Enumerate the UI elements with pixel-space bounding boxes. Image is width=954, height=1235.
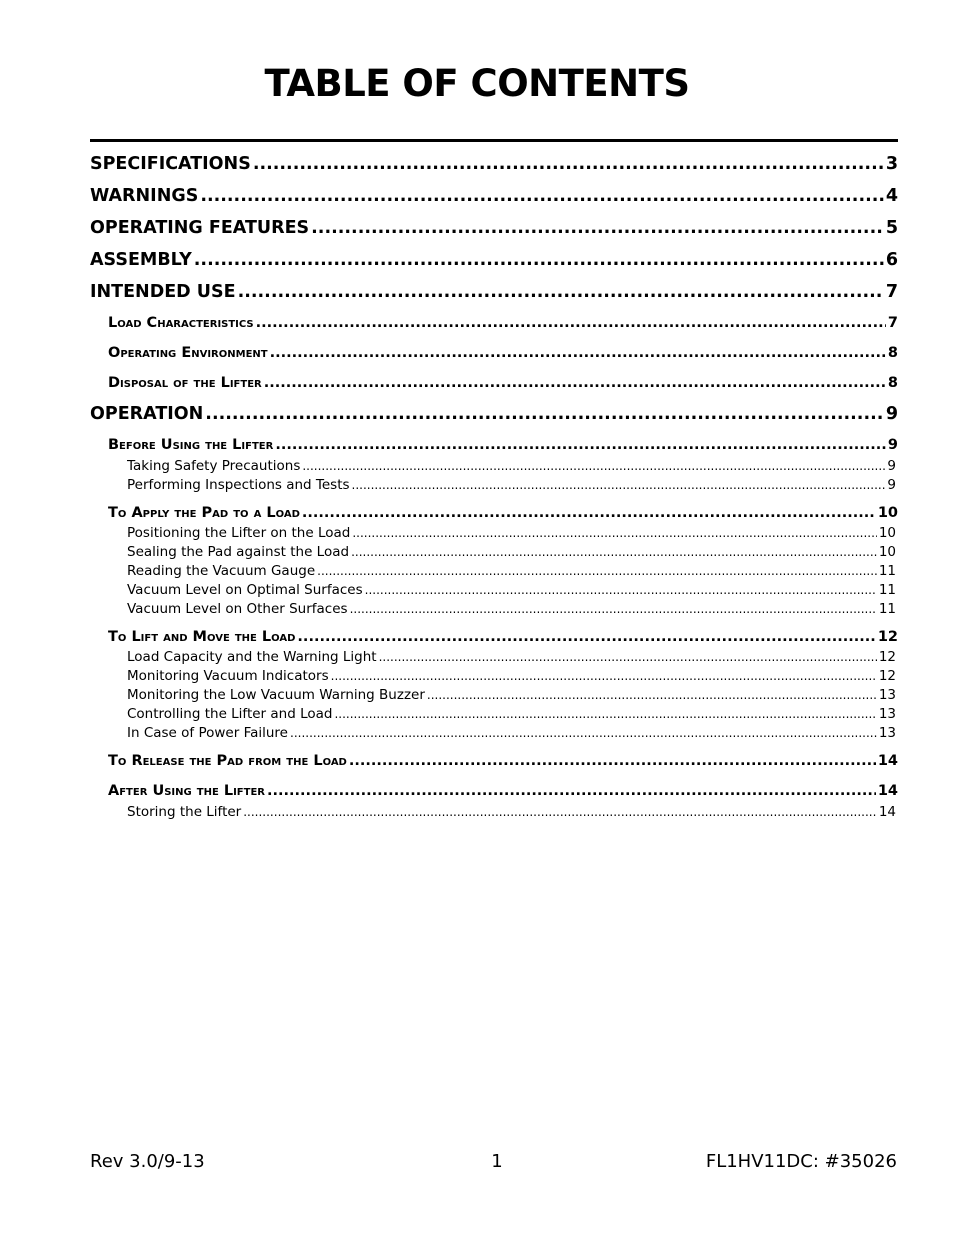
dot-leader — [334, 706, 876, 722]
toc-entry-label: Operating Environment — [108, 345, 268, 361]
footer-document-id: FL1HV11DC: #35026 — [705, 1151, 897, 1172]
toc-entry-page: 12 — [878, 668, 896, 684]
toc-entry[interactable] — [90, 218, 898, 238]
toc-item[interactable] — [127, 668, 896, 684]
dot-leader — [379, 649, 877, 665]
toc-entry-label: Monitoring Vacuum Indicators — [127, 668, 329, 684]
toc-entry-page: 14 — [877, 753, 898, 769]
toc-entry-label: To Release the Pad from the Load — [108, 753, 347, 769]
toc-entry-label: Before Using the Lifter — [108, 437, 274, 453]
toc-entry-page: 3 — [885, 154, 898, 174]
dot-leader — [427, 687, 877, 703]
dot-leader — [351, 544, 877, 560]
dot-leader — [205, 404, 884, 424]
toc-entry-page: 4 — [885, 186, 898, 206]
toc-entry-label: Performing Inspections and Tests — [127, 477, 350, 493]
toc-entry-label: WARNINGS — [90, 186, 199, 206]
toc-entry-page: 13 — [878, 687, 896, 703]
toc-item[interactable] — [127, 725, 896, 741]
toc-entry-label: Disposal of the Lifter — [108, 375, 262, 391]
toc-subentry[interactable] — [108, 629, 898, 645]
toc-entry-page: 8 — [887, 345, 898, 361]
dot-leader — [365, 582, 877, 598]
toc-entry-label: Reading the Vacuum Gauge — [127, 563, 316, 579]
toc-entry[interactable] — [90, 186, 898, 206]
toc-item[interactable] — [127, 477, 896, 493]
toc-entry-page: 12 — [877, 629, 898, 645]
dot-leader — [297, 629, 875, 645]
toc-entry-label: Monitoring the Low Vacuum Warning Buzzer — [127, 687, 425, 703]
dot-leader — [349, 753, 876, 769]
dot-leader — [256, 315, 886, 331]
toc-entry-label: Storing the Lifter — [127, 804, 242, 820]
toc-item[interactable] — [127, 706, 896, 722]
dot-leader — [194, 250, 884, 270]
toc-entry[interactable] — [90, 250, 898, 270]
toc-subentry[interactable] — [108, 437, 898, 453]
dot-leader — [267, 783, 876, 799]
toc-entry-label: Positioning the Lifter on the Load — [127, 525, 351, 541]
toc-entry-page: 6 — [885, 250, 898, 270]
toc-entry-label: Load Characteristics — [108, 315, 254, 331]
dot-leader — [290, 725, 877, 741]
toc-entry-label: OPERATION — [90, 404, 204, 424]
toc-item[interactable] — [127, 582, 896, 598]
title-divider — [90, 139, 898, 142]
toc-item[interactable] — [127, 687, 896, 703]
dot-leader — [352, 525, 876, 541]
toc-entry[interactable] — [90, 282, 898, 302]
toc-item[interactable] — [127, 804, 896, 820]
toc-entry-label: Vacuum Level on Optimal Surfaces — [127, 582, 363, 598]
toc-entry-page: 14 — [877, 783, 898, 799]
toc-entry-label: Sealing the Pad against the Load — [127, 544, 350, 560]
toc-item[interactable] — [127, 544, 896, 560]
toc-entry-page: 5 — [885, 218, 898, 238]
toc-entry-label: To Apply the Pad to a Load — [108, 505, 300, 521]
toc-entry[interactable] — [90, 404, 898, 424]
toc-item[interactable] — [127, 601, 896, 617]
toc-entry-page: 10 — [878, 525, 896, 541]
toc-entry-page: 11 — [878, 563, 896, 579]
toc-subentry[interactable] — [108, 315, 898, 331]
dot-leader — [243, 804, 877, 820]
toc-entry-page: 11 — [878, 601, 896, 617]
toc-entry-label: SPECIFICATIONS — [90, 154, 251, 174]
toc-entry-page: 10 — [877, 505, 898, 521]
toc-entry-label: Taking Safety Precautions — [127, 458, 301, 474]
toc-entry-page: 14 — [878, 804, 896, 820]
footer-page-number: 1 — [491, 1151, 503, 1172]
toc-entry-label: OPERATING FEATURES — [90, 218, 310, 238]
dot-leader — [253, 154, 884, 174]
toc-subentry[interactable] — [108, 345, 898, 361]
toc-entry-page: 13 — [878, 725, 896, 741]
toc-item[interactable] — [127, 458, 896, 474]
toc-entry-label: After Using the Lifter — [108, 783, 265, 799]
toc-item[interactable] — [127, 525, 896, 541]
toc-entry-page: 9 — [887, 458, 896, 474]
toc-subentry[interactable] — [108, 783, 898, 799]
toc-entry-page: 11 — [878, 582, 896, 598]
dot-leader — [302, 458, 885, 474]
dot-leader — [200, 186, 884, 206]
dot-leader — [238, 282, 884, 302]
toc-entry-page: 9 — [887, 477, 896, 493]
dot-leader — [311, 218, 884, 238]
dot-leader — [264, 375, 886, 391]
toc-subentry[interactable] — [108, 375, 898, 391]
page-title: TABLE OF CONTENTS — [264, 62, 690, 105]
dot-leader — [302, 505, 876, 521]
toc-entry[interactable] — [90, 154, 898, 174]
toc-entry-page: 13 — [878, 706, 896, 722]
toc-subentry[interactable] — [108, 753, 898, 769]
toc-entry-label: Vacuum Level on Other Surfaces — [127, 601, 348, 617]
footer-revision: Rev 3.0/9-13 — [90, 1151, 205, 1172]
toc-entry-page: 8 — [887, 375, 898, 391]
toc-entry-label: Load Capacity and the Warning Light — [127, 649, 377, 665]
dot-leader — [317, 563, 877, 579]
toc-subentry[interactable] — [108, 505, 898, 521]
toc-entry-page: 7 — [885, 282, 898, 302]
toc-entry-label: In Case of Power Failure — [127, 725, 288, 741]
toc-entry-page: 9 — [885, 404, 898, 424]
toc-item[interactable] — [127, 649, 896, 665]
dot-leader — [331, 668, 877, 684]
dot-leader — [352, 477, 886, 493]
toc-entry-page: 7 — [887, 315, 898, 331]
toc-entry-page: 9 — [887, 437, 898, 453]
toc-entry-label: ASSEMBLY — [90, 250, 192, 270]
dot-leader — [270, 345, 886, 361]
dot-leader — [350, 601, 877, 617]
toc-entry-page: 12 — [878, 649, 896, 665]
toc-entry-label: INTENDED USE — [90, 282, 236, 302]
toc-item[interactable] — [127, 563, 896, 579]
toc-entry-label: Controlling the Lifter and Load — [127, 706, 333, 722]
toc-entry-label: To Lift and Move the Load — [108, 629, 296, 645]
toc-entry-page: 10 — [878, 544, 896, 560]
dot-leader — [275, 437, 886, 453]
